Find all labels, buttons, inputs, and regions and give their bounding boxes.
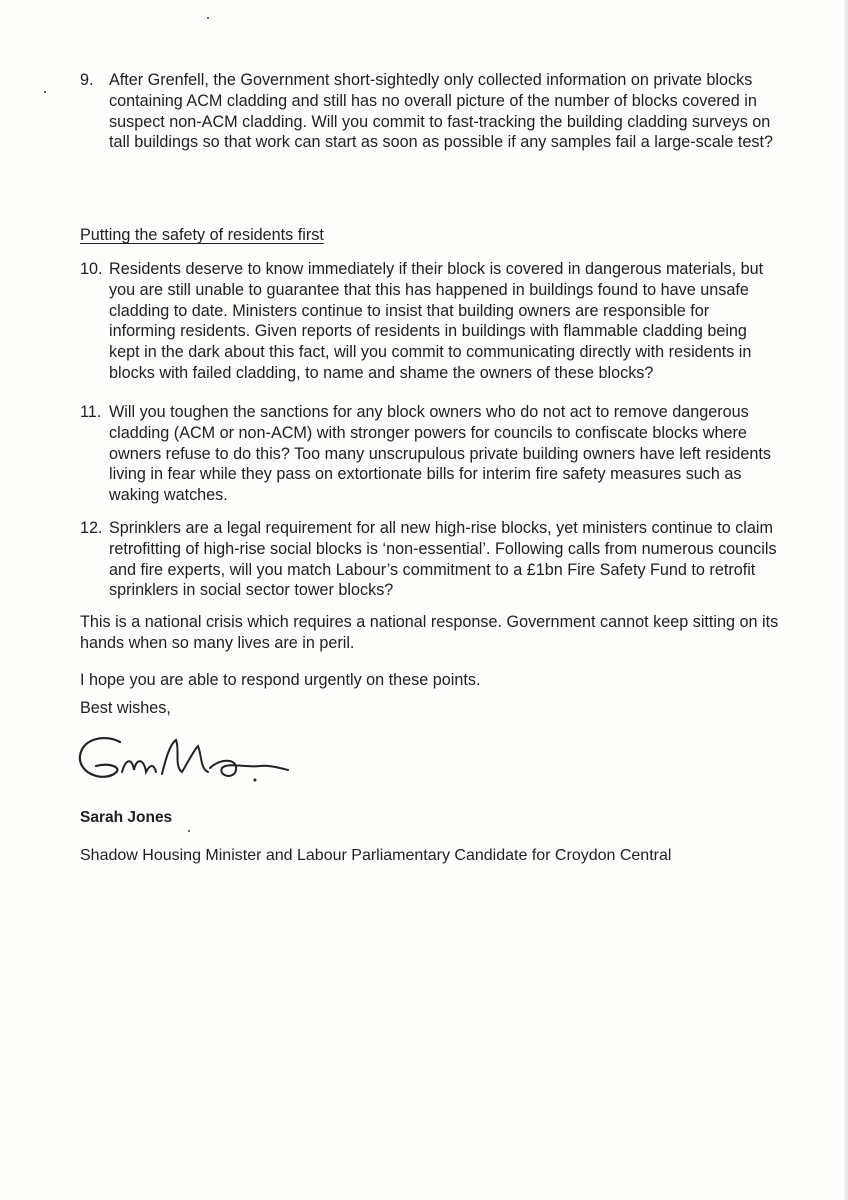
signatory-name: Sarah Jones	[80, 809, 173, 826]
item-number: 12.	[80, 519, 103, 537]
list-item-9	[80, 70, 780, 153]
item-text: After Grenfell, the Government short-sightedly only collected information on private blocks containing ACM cladding and still has no overall picture of the number of blocks covered in suspect non-ACM cladding. Will you commit to fast-tracking the building cladding surveys on tall buildings so that work can start as soon as possible if any samples fail a large-scale test?	[109, 71, 774, 152]
signature-image	[70, 728, 300, 798]
list-item-11	[80, 402, 780, 506]
signatory-title: Shadow Housing Minister and Labour Parliamentary Candidate for Croydon Central	[80, 847, 672, 864]
item-text: Residents deserve to know immediately if their block is covered in dangerous materials, but you are still unable to guarantee that this has happened in buildings found to have unsafe cladding to date. Ministers continue to insist that building owners are responsible for informing residents. Given reports of residents in buildings with flammable cladding being kept in the dark about this fact, will you commit to communicating directly with residents in blocks with failed cladding, to name and shame the owners of these blocks?	[109, 260, 764, 382]
item-number: 11.	[80, 403, 102, 421]
list-item-12	[80, 518, 780, 601]
scan-speck	[207, 17, 209, 19]
scan-edge	[844, 0, 848, 1200]
list-item-10	[80, 259, 780, 384]
section-heading: Putting the safety of residents first	[80, 226, 324, 244]
scan-speck	[44, 91, 46, 93]
item-text: Will you toughen the sanctions for any block owners who do not act to remove dangerous cladding (ACM or non-ACM) with stronger powers for councils to confiscate blocks where owners refuse to do this? Too many unscrupulous private building owners have left residents living in fear while they pass on extortionate bills for interim fire safety measures such as waking watches.	[109, 403, 771, 505]
item-number: 10.	[80, 260, 103, 278]
request-line: I hope you are able to respond urgently on these points.	[80, 671, 481, 689]
scan-speck	[188, 830, 190, 832]
closing-paragraph: This is a national crisis which requires a national response. Government cannot keep sitting on its hands when so many lives are in peril.	[80, 613, 779, 652]
sign-off: Best wishes,	[80, 699, 171, 717]
item-number: 9.	[80, 71, 94, 89]
item-text: Sprinklers are a legal requirement for all new high-rise blocks, yet ministers continue to claim retrofitting of high-rise social blocks is ‘non-essential’. Following calls from numerous councils and fire experts, will you match Labour’s commitment to a £1bn Fire Safety Fund to retrofit sprinklers in social sector tower blocks?	[109, 519, 777, 600]
